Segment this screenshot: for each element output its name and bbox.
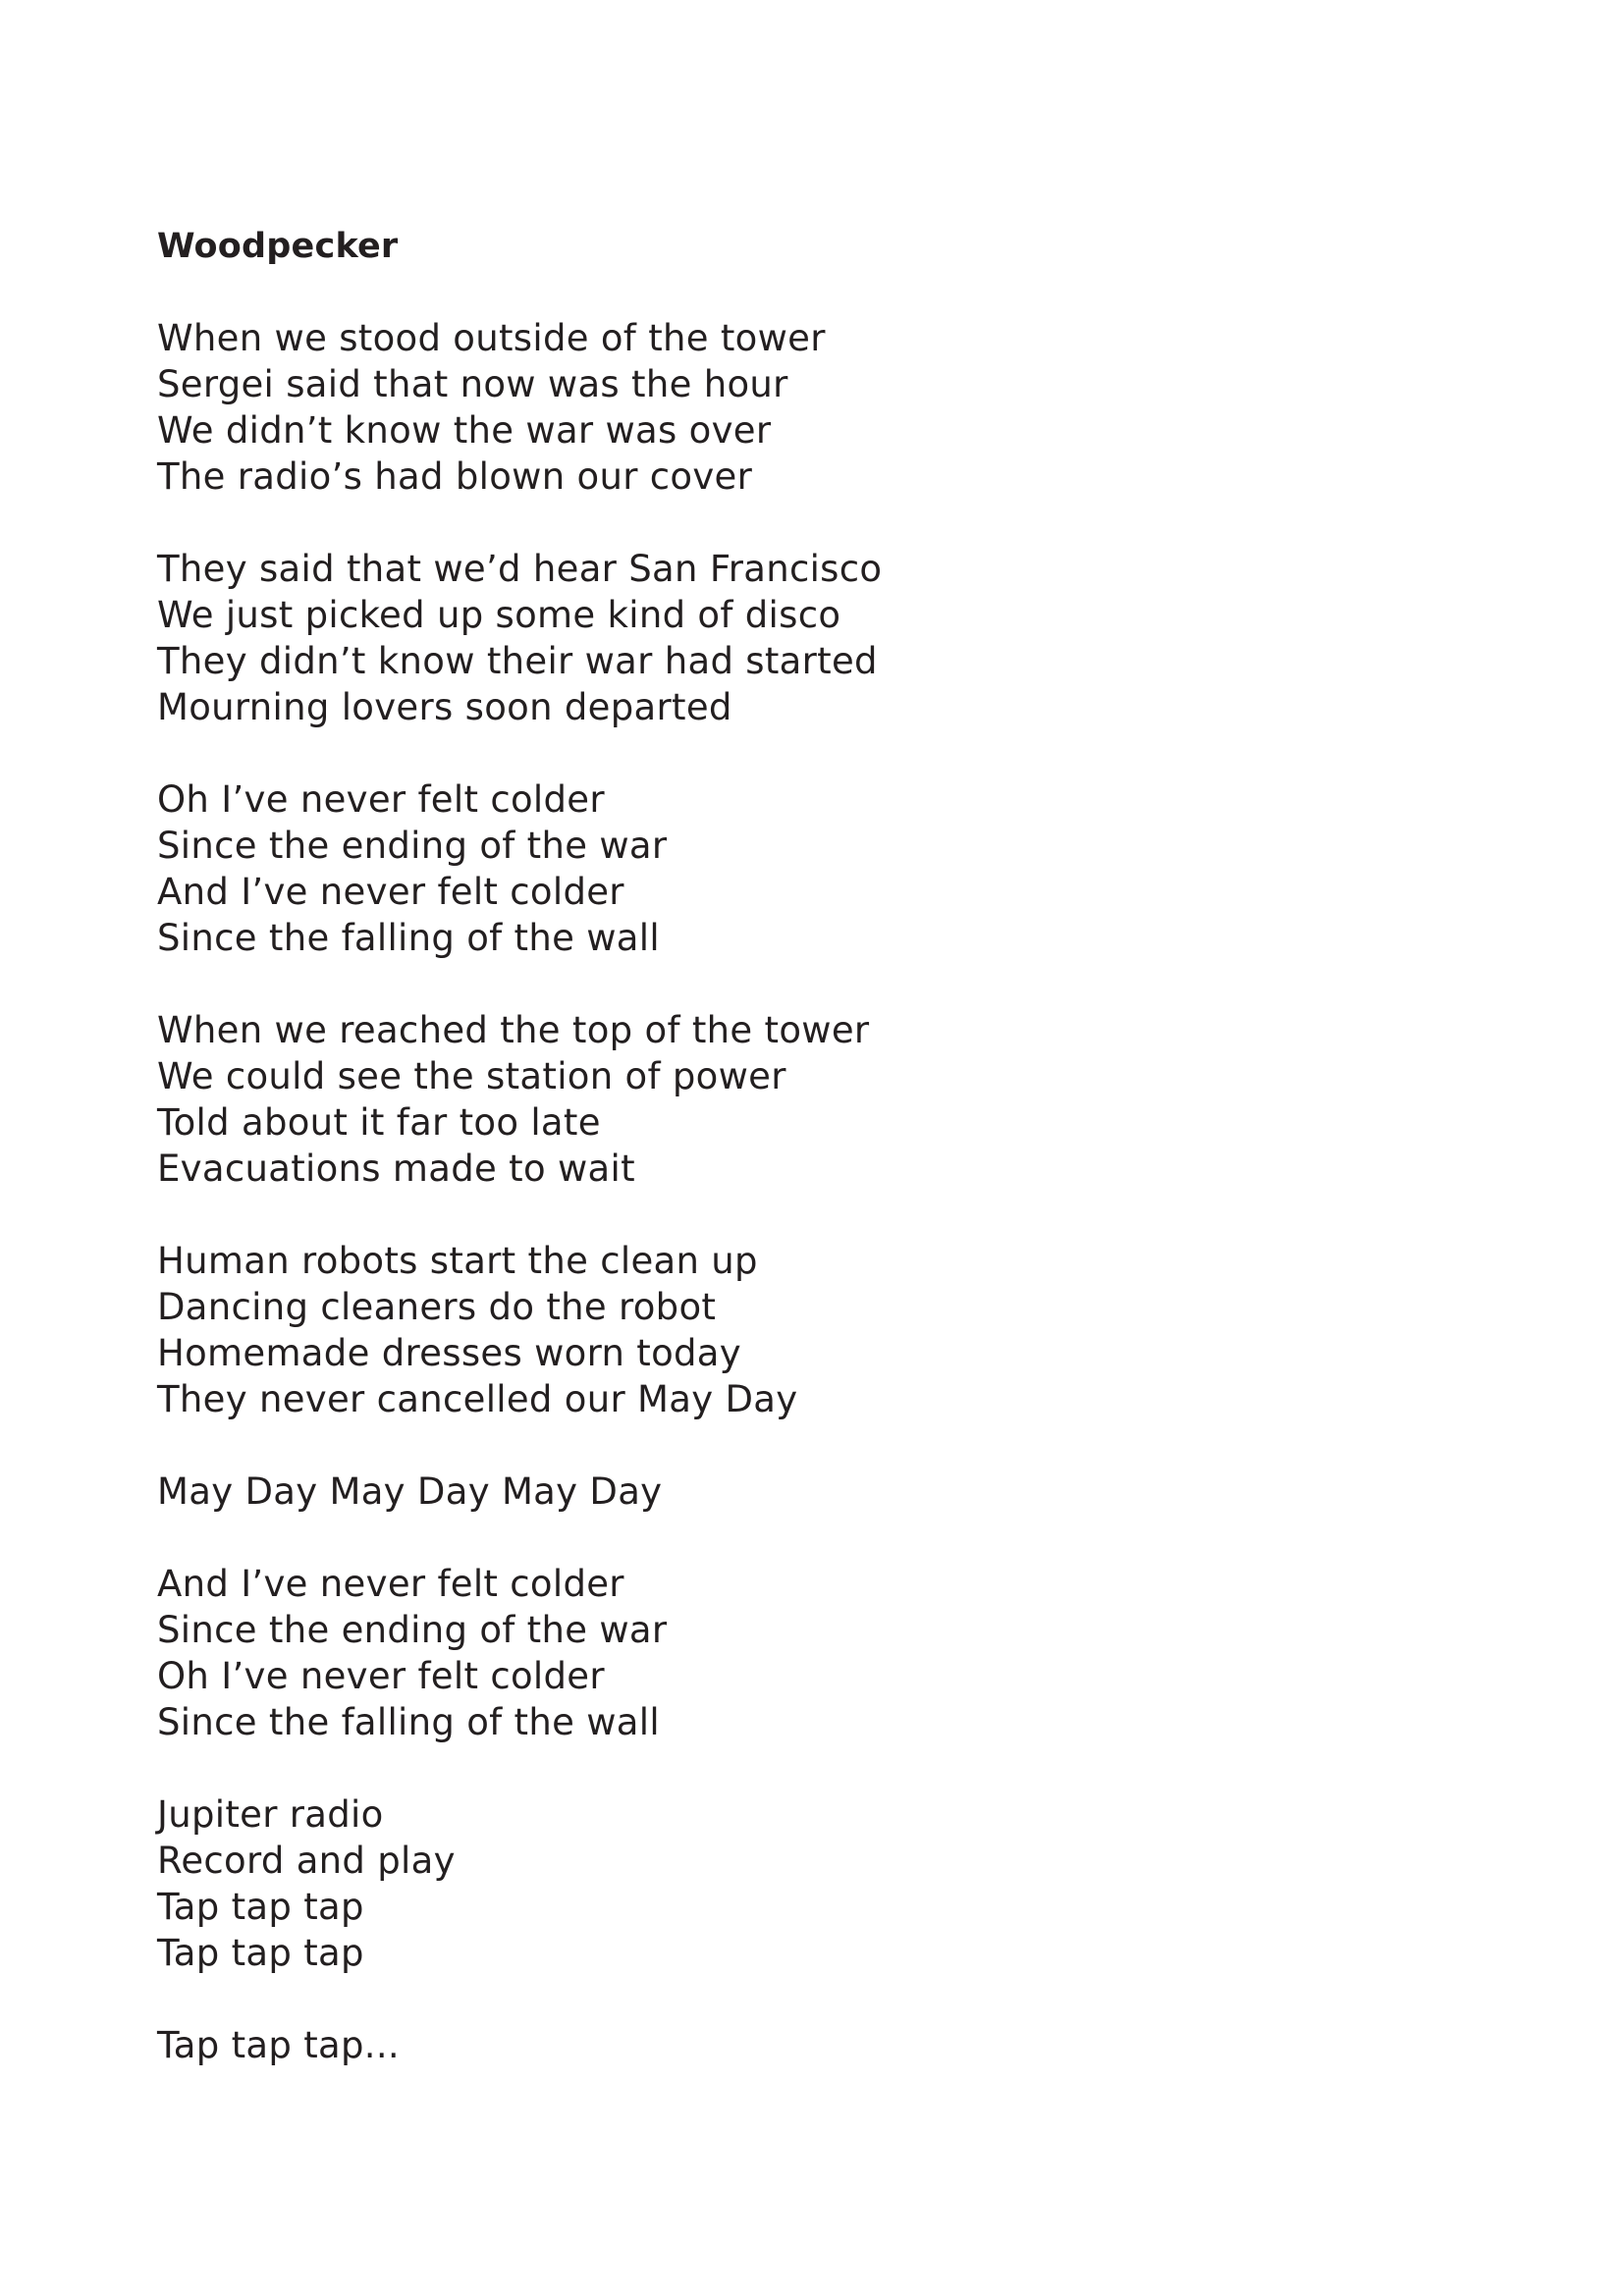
lyric-line: We didn’t know the war was over — [157, 409, 772, 452]
stanza-9 — [157, 2022, 1434, 2068]
lyric-line: Since the falling of the wall — [157, 1701, 660, 1743]
lyric-line: They never cancelled our May Day — [157, 1378, 798, 1420]
lyric-line: When we stood outside of the tower — [157, 317, 826, 359]
lyric-line: They said that we’d hear San Francisco — [157, 548, 883, 590]
lyric-line: May Day May Day May Day — [157, 1470, 663, 1513]
lyric-line: Since the ending of the war — [157, 1609, 668, 1651]
lyric-line: Tap tap tap... — [157, 2024, 400, 2066]
lyric-line: Jupiter radio — [157, 1793, 384, 1836]
stanza-5 — [157, 1238, 1434, 1422]
lyric-line: And I’ve never felt colder — [157, 1563, 624, 1605]
stanza-6 — [157, 1468, 1434, 1515]
lyric-line: When we reached the top of the tower — [157, 1009, 870, 1051]
lyric-line: Evacuations made to wait — [157, 1148, 635, 1190]
song-title: Woodpecker — [157, 227, 399, 266]
lyric-line: Oh I’ve never felt colder — [157, 778, 605, 821]
lyric-line: Tap tap tap — [157, 1932, 364, 1974]
lyric-line: Homemade dresses worn today — [157, 1332, 741, 1374]
lyric-line: The radio’s had blown our cover — [157, 455, 753, 498]
lyric-line: We just picked up some kind of disco — [157, 594, 841, 636]
stanza-3-chorus — [157, 776, 1434, 961]
lyric-line: Oh I’ve never felt colder — [157, 1655, 605, 1697]
lyric-line: And I’ve never felt colder — [157, 871, 624, 913]
stanza-4 — [157, 1007, 1434, 1192]
lyric-line: Record and play — [157, 1840, 456, 1882]
lyric-line: Since the ending of the war — [157, 825, 668, 867]
lyric-line: They didn’t know their war had started — [157, 640, 878, 682]
stanza-8 — [157, 1791, 1434, 1976]
stanza-1 — [157, 315, 1434, 500]
lyric-line: Dancing cleaners do the robot — [157, 1286, 717, 1328]
lyric-line: Human robots start the clean up — [157, 1240, 758, 1282]
lyric-line: Mourning lovers soon departed — [157, 686, 732, 728]
stanza-7-chorus — [157, 1561, 1434, 1745]
stanza-2 — [157, 546, 1434, 730]
lyric-line: Tap tap tap — [157, 1886, 364, 1928]
lyric-line: Since the falling of the wall — [157, 917, 660, 959]
lyric-line: Told about it far too late — [157, 1101, 601, 1144]
lyric-line: We could see the station of power — [157, 1055, 786, 1097]
lyrics-page — [157, 224, 1434, 2114]
lyric-line: Sergei said that now was the hour — [157, 363, 788, 405]
